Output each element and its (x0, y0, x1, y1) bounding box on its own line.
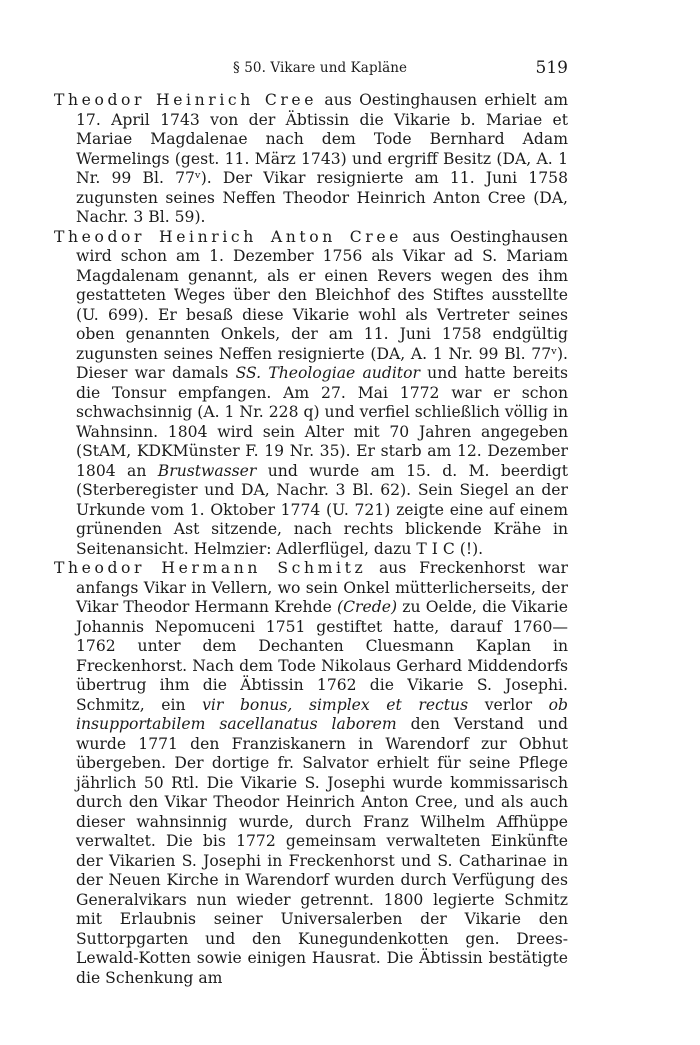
page-number: 519 (535, 58, 568, 78)
entry-text: zu Oelde, die Vikarie Johannis Nepomuceni 1751 gestiftet hatte, darauf 1760—1762 unter dem Dechanten Cluesmann Kaplan in Freckenhorst. Nach dem Tode Nikolaus Gerhard Middendorfs übertrug ihm die Äbtissin 1762 die Vikarie S. Josephi. Schmitz, ein (76, 598, 568, 714)
entry-name: Theodor Hermann Schmitz (54, 559, 367, 577)
entry-text: aus Oestinghausen wird schon am 1. Dezember 1756 als Vikar ad S. Mariam Magdalenam genannt, als er einen Revers wegen des ihm gestatteten Weges über den Bleichhof des Stiftes ausstellte (U. 699). Er besaß diese Vikarie wohl als Vertreter seines oben genannten Onkels, der am 11. Juni 1758 endgültig zugunsten seines Neffen resignierte (DA, A. 1 Nr. 99 Bl. 77ᵛ). Dieser war damals (76, 227, 568, 382)
entry-theodor-hermann-schmitz (54, 559, 568, 988)
entry-italic-text: (Crede) (337, 598, 398, 616)
entry-theodor-heinrich-anton-cree (54, 228, 568, 560)
entry-name: Theodor Heinrich Cree (54, 91, 318, 109)
entry-text: verlor (484, 695, 533, 714)
entry-italic-text: vir bonus, simplex et rectus (202, 695, 469, 714)
entry-text: aus Freckenhorst war anfangs Vikar in Vellern, wo sein Onkel mütterlicherseits, der Vikar Theodor Hermann Krehde (76, 559, 568, 616)
entry-name: Theodor Heinrich Anton Cree (54, 227, 403, 246)
entry-italic-text: ob insupportabilem sacellanatus laborem (76, 695, 568, 733)
entry-text: den Verstand und wurde 1771 den Franziskanern in Warendorf zur Obhut übergeben. Der dortige fr. Salvator erhielt für seine Pflege jährlich 50 Rtl. Die Vikarie S. Josephi wurde kommissarisch durch den Vikar Theodor Heinrich Anton Cree, und als auch dieser wahnsinnig wurde, durch Franz Wilhelm Affhüppe verwaltet. Die bis 1772 gemeinsam verwalteten Einkünfte der Vikarien S. Josephi in Freckenhorst und S. Catharinae in der Neuen Kirche in Warendorf wurden durch Verfügung des Generalvikars nun wieder getrennt. 1800 legierte Schmitz mit Erlaubnis seiner Universalerben der Vikarie den Suttorpgarten und den Kunegundenkotten gen. Drees-Lewald-Kotten sowie einigen Hausrat. Die Äbtissin bestätigte die Schenkung am (76, 715, 568, 987)
entry-italic-text: SS. Theologiae auditor (235, 364, 420, 382)
body-text (54, 91, 568, 988)
entry-text: aus Oestinghausen erhielt am 17. April 1743 von der Äbtissin die Vikarie b. Mariae et Mariae Magdalenae nach dem Tode Bernhard Adam Wermelings (gest. 11. März 1743) und ergriff Besitz (DA, A. 1 Nr. 99 Bl. 77ᵛ). Der Vikar resignierte am 11. Juni 1758 zugunsten seines Neffen Theodor Heinrich Anton Cree (DA, Nachr. 3 Bl. 59). (76, 91, 568, 226)
entry-theodor-heinrich-cree (54, 91, 568, 228)
entry-italic-text: Brustwasser (157, 461, 257, 480)
entry-text: und hatte bereits die Tonsur empfangen. Am 27. Mai 1772 war er schon schwachsinnig (A. 1 Nr. 228 q) und verfiel schließlich völlig in Wahnsinn. 1804 wird sein Alter mit 70 Jahren angegeben (StAM, KDKMünster F. 19 Nr. 35). Er starb am 12. Dezember 1804 an (76, 364, 568, 480)
entry-text: und wurde am 15. d. M. beerdigt (Sterberegister und DA, Nachr. 3 Bl. 62). Sein Siegel an der Urkunde vom 1. Oktober 1774 (U. 721) zeigte eine auf einem grünenden Ast sitzende, nach rechts blickende Krähe in Seitenansicht. Helmzier: Adlerflügel, dazu T I C (!). (76, 461, 568, 558)
page-header (0, 58, 700, 82)
running-head: § 50. Vikare und Kapläne (233, 60, 408, 76)
